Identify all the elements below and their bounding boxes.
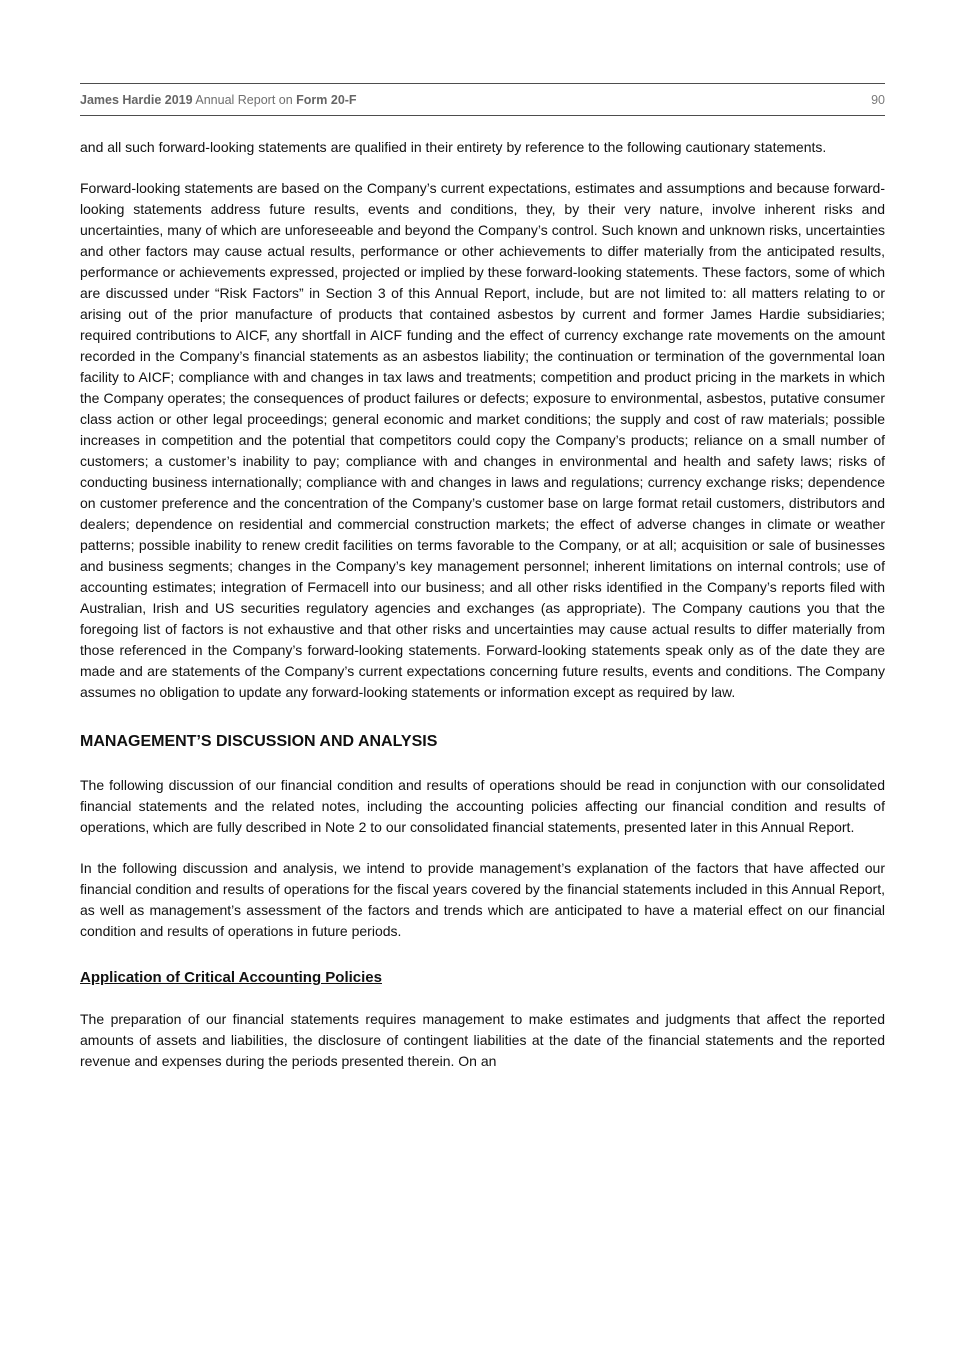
report-title: [80, 93, 357, 107]
report-title-form: Form 20-F: [296, 92, 357, 107]
critical-accounting-policies-paragraph: The preparation of our financial statements requires management to make estimates and judgments that affect the reported amounts of assets and liabilities, the disclosure of contingent liabilities at the date of the financial statements and the reported revenue and expenses during the periods presented therein. On an: [80, 1011, 885, 1069]
page-header: [80, 0, 885, 116]
cautionary-statements-paragraph: Forward-looking statements are based on the Company’s current expectations, estimates and assumptions and because forward-looking statements address future results, events and conditions, they, by their very nature, involve inherent risks and uncertainties, many of which are unforeseeable and beyond the Company’s control. Such known and unknown risks, uncertainties and other factors may cause actual results, performance or other achievements to differ materially from the anticipated results, performance or achievements expressed, projected or implied by these forward-looking statements. These factors, some of which are discussed under “Risk Factors” in Section 3 of this Annual Report, include, but are not limited to: all matters relating to or arising out of the prior manufacture of products that contained asbestos by current and former James Hardie subsidiaries; required contributions to AICF, any shortfall in AICF funding and the effect of currency exchange rate movements on the amount recorded in the Company’s financial statements as an asbestos liability; the continuation or termination of the governmental loan facility to AICF; compliance with and changes in tax laws and treatments; competition and product pricing in the markets in which the Company operates; the consequences of product failures or defects; exposure to environmental, asbestos, putative consumer class action or other legal proceedings; general economic and market conditions; the supply and cost of raw materials; possible increases in competition and the potential that competitors could copy the Company’s products; reliance on a small number of customers; a customer’s inability to pay; compliance with and changes in environmental and health and safety laws; risks of conducting business internationally; compliance with and changes in laws and regulations; currency exchange risks; dependence on customer preference and the concentration of the Company’s customer base on large format retail customers, distributors and dealers; dependence on residential and commercial construction markets; the effect of adverse changes in climate or weather patterns; possible inability to renew credit facilities on terms favorable to the Company, or at all; acquisition or sale of businesses and business segments; changes in the Company’s key management personnel; inherent limitations on internal controls; use of accounting estimates; integration of Fermacell into our business; and all other risks identified in the Company’s reports filed with Australian, Irish and US securities regulatory agencies and exchanges (as appropriate). The Company cautions you that the foregoing list of factors is not exhaustive and that other risks and uncertainties may cause actual results to differ materially from those referenced in the Company’s forward-looking statements. Forward-looking statements speak only as of the date they are made and are statements of the Company’s current expectations concerning future results, events and conditions. The Company assumes no obligation to update any forward-looking statements or information except as required by law.: [80, 180, 885, 700]
mda-paragraph-2: In the following discussion and analysis, we intend to provide management’s explanation of the factors that have affected our financial condition and results of operations for the fiscal years covered by the financial statements included in this Annual Report, as well as management’s assessment of the factors and trends which are anticipated to have a material effect on our financial condition and results of operations in future periods.: [80, 860, 885, 939]
document-body: [80, 116, 885, 1072]
management-discussion-heading: MANAGEMENT’S DISCUSSION AND ANALYSIS: [80, 733, 438, 750]
page-number: 90: [871, 92, 885, 107]
report-title-brand: James Hardie 2019: [80, 92, 193, 107]
critical-accounting-policies-heading: Application of Critical Accounting Policies: [80, 969, 382, 986]
intro-paragraph: and all such forward-looking statements are qualified in their entirety by reference to the following cautionary statements.: [80, 139, 827, 155]
report-title-middle: Annual Report on: [192, 92, 297, 107]
mda-paragraph-1: The following discussion of our financial condition and results of operations should be read in conjunction with our consolidated financial statements and the related notes, including the accounting policies affecting our financial condition and results of operations, which are fully described in Note 2 to our consolidated financial statements, presented later in this Annual Report.: [80, 777, 885, 835]
